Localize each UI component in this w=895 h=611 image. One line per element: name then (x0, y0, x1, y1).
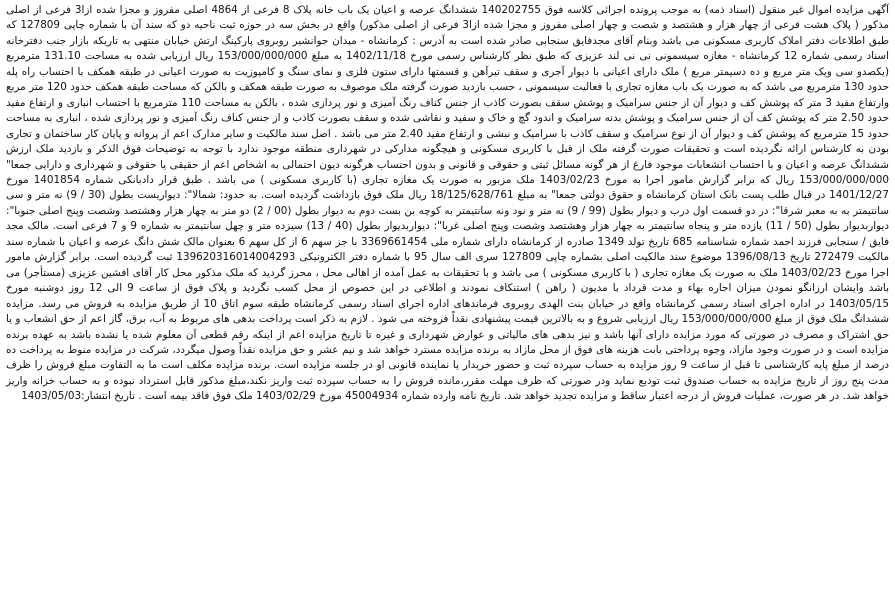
notice-body-text: آگهی مزایده اموال غیر منقول (اسناد ذمه) به موجب پرونده اجرائی کلاسه فوق 140202755 ششدانگ عرصه و اعیان یک باب خانه پلاک 8 فرعی از 4864 اصلی مفروز و مجزا شده ازا3 فرعی از اصلی مذکور ( پلاک هشت فرعی از چهار هزار و هشتصد و شصت و چهار اصلی مفروز و مجزا شده ازا3 فرعی از اصلی مذکور) واقع در بخش سه در حوزه ثبت ناحیه دو که سند آن با شماره چاپی 127809 که طبق اطلاعات دفتر املاک کاربری مسکونی می باشد وبنام آقای مجدفایق سنجابی صادر شده است به آدرس : کرمانشاه - میدان جوانشیر روبروی پارکینگ ارتش خیابان منتهی به تاریکه بازار جنب دفترخانه اسناد رسمی شماره 12 کرمانشاه - مغازه سیسمونی نی نی لند عزیزی که طبق نظر کارشناس رسمی مورخ 1402/11/18 به مبلغ 153/000/000/000 ریال ارزیابی شده به مساحت 131.10 مترمربع (یکصدو سی ویک متر مربع و ده دسیمتر مربع ) ملک دارای اعیانی با دیوار آجری و سقف تیرآهن و قسمتها دارای ستون فلزی و نمای سنگ و کامپوزیت به صورت اعیانی در طبقه همکف با احتساب راه پله حدود 130 مترمربع می باشد که به صورت یک باب مغازه تجاری با فعالیت سیسمونی ، حسب بازدید صورت گرفته ملک موصوف به صورت طبقه همکف و بالکن که مساحت طبقه همکف حدود 120 متر مربع وارتفاع مفید 3 متر که پوشش کف و دیوار آن از جنس سرامیک و پوشش سقف بصورت کاذب از جنس کناف رنگ آمیزی و نور پردازی شده ، بالکن به مساحت 110 مترمربع با احتساب انباری و ارتفاع مفید حدود 2.50 متر که پوشش کف آن از جنس سرامیک و پوشش بدنه سرامیک و اندود گچ و خاک و سفید و نقاشی شده و سقف بصورت کاذب و از جنس کناف رنگ آمیزی و نور پردازی شده ، انباری به مساحت حدود 15 مترمربع که پوشش کف و دیوار آن از نوع سرامیک و سقف کاذب با سرامیک و نبشی و ارتفاع مفید 2.40 متر می باشد . اصل سند مالکیت و سایر مدارک اعم از پروانه و پایان کار ساختمان و تجاری بودن به کارشناس ارائه نگردیده است و تحقیقات صورت گرفته ملک از قبل با کاربری مسکونی و هیچگونه مدارکی در شهرداری منطقه موجود ندارد با توجه به توضیحات فوق الذکر و بازدید ملک ارزش ششدانگ عرصه و اعیان و با احتساب انشعابات موجود فارغ از هر گونه مسائل ثبتی و حقوقی و قانونی و بدون احتساب هرگونه دیون احتمالی به اشخاص اعم از حقیقی یا حقوقی و شهرداری و دارایی جمعا" 153/000/000/000 ریال که برابر گزارش مامور اجرا به مورخ 1403/02/23 ملک مزبور به صورت یک مغازه تجاری (با کاربری مسکونی ) می باشد . طبق قرار دادبانکی شماره 1401854 مورخ 1401/12/27 در قبال طلب پست بانک استان کرمانشاه و حقوق دولتی جمعا" به مبلغ 18/125/628/761 ریال ملک فوق بازداشت گردیده است. به حدود: شمالا": دیواریست بطول (30 / 9) نه متر و سی سانتیمتر به به معبر شرقا": در دو قسمت اول درب و دیوار بطول (99 / 9) نه متر و نود ونه سانتیمتر به کوچه بن بست دوم به دیوار بطول (00 / 2) دو متر به چهار هزار وهشتصد وشصت وپنج اصلی جنوبا": دیواربدیوار بطول (50 / 11) یازده متر و پنجاه سانتیمتر به چهار هزار وهشتصد وشصت وپنج اصلی غربا": دیواربدیوار بطول (40 / 13) سیزده متر و چهل سانتیمتر به شماره 9 و 7 فرعی است. مالک مجد فایق / سنجابی فرزند احمد شماره شناسنامه 685 تاریخ تولد 1349 صادره از کرمانشاه دارای شماره ملی 3369661454 با جز سهم 6 از کل سهم 6 بعنوان مالک شش دانگ عرصه و اعیان با شماره سند مالکیت 272479 تاریخ 1396/08/13 موضوع سند مالکیت اصلی بشماره چاپی 127809 سری الف سال 95 با شماره دفتر الکترونیکی 139620316014004293 ثبت گردیده است. برابر گزارش مامور اجرا مورخ 1403/02/23 ملک به صورت یک مغازه تجاری ( با کاربری مسکونی ) می باشد و با تحقیقات به عمل آمده از اهالی محل ، محرز گردید که ملک مذکور محل کار آقای افشین عزیزی (مستأجر) می باشد وایشان ارزانگو نمودن میزان اجاره بهاء و مدت قرداد با مدیون ( راهن ) استنکاف نمودند و اطلاعی در این خصوص از محل کسب نگردید و پلاک فوق از ساعت 9 الی 12 روز دوشنبه مورخ 1403/05/15 در اداره اجرای اسناد رسمی کرمانشاه واقع در خیابان بنت الهدی روبروی فرماندهای اداره اجرای اسناد رسمی کرمانشاه طبقه سوم اتاق 10 از طریق مزایده به فروش می رسد. مزایده ششدانگ ملک فوق از مبلغ 153/000/000/000 ریال ارزیابی شروع و به بالاترین قیمت پیشنهادی نقداً فروخته می شود . لازم به ذکر است پرداخت بدهی های مربوط به آب، برق، گاز اعم از حق انشعاب و یا حق اشتراک و مصرف در صورتی که مورد مزایده دارای آنها باشد و نیز بدهی های مالیاتی و عوارض شهرداری و غیره تا تاریخ مزایده اعم از اینکه رقم قطعی آن معلوم شده یا نشده باشد به عهده برنده مزایده است و در صورت وجود مازاد، وجوه پرداختی بابت هزینه های فوق از محل مازاد به برنده مزایده مسترد خواهد شد و نیم عشر و حق مزایده نقداً وصول میگردد، شرکت در مزایده منوط به پرداخت ده درصد از مبلغ پایه کارشناسی تا قبل از ساعت 9 روز مزایده به حساب سپرده ثبت و حضور خریدار یا نماینده قانونی او در جلسه مزایده است. برنده مزایده مکلف است ما به التفاوت مبلغ فروش را ظرف مدت پنج روز از تاریخ مزایده به حساب صندوق ثبت تودیع نماید ودر صورتی که ظرف مهلت مقرر،مانده فروش را به حساب سپرده ثبت واریز نکند،مبلغ مذکور قابل استرداد نبوده و به حساب خزانه واریز خواهد شد. در هر صورت، عملیات فروش از درجه اعتبار ساقط و مزایده تجدید خواهد شد. تاریخ نامه وارده شماره 45004934 مورخ 1403/02/29 ملک فوق فاقد بیمه است . تاریخ انتشار:1403/05/03 (6, 4, 890, 403)
